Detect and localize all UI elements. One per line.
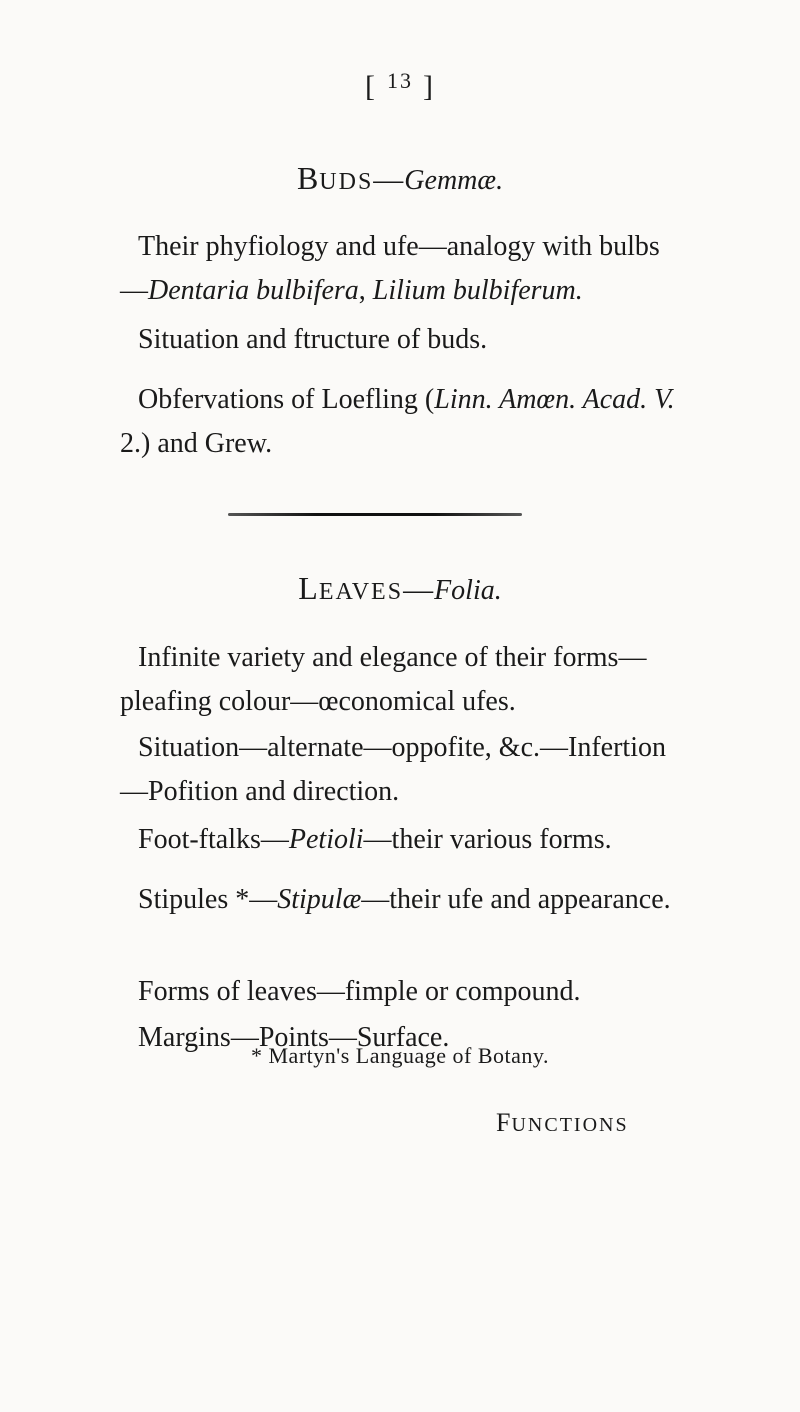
catchword-rest: UNCTIONS	[511, 1114, 629, 1136]
buds-heading-dash: —	[373, 163, 405, 196]
buds-heading-latin: Gemmæ.	[404, 165, 504, 196]
page-number-bracket-close: ]	[423, 70, 435, 103]
buds-paragraph-situation	[120, 318, 680, 362]
leaves-p4-latin: Stipulæ	[277, 884, 362, 915]
buds-p1-latin-lilium: Lilium bulbiferum.	[372, 275, 583, 306]
leaves-p4-text-b: —their ufe and appearance.	[361, 884, 671, 915]
footnote: * Martyn's Language of Botany.	[251, 1043, 549, 1068]
leaves-paragraph-forms	[120, 970, 680, 1014]
buds-p1-separator: ,	[358, 275, 373, 306]
page-number	[0, 68, 800, 104]
page-number-value: 13	[387, 68, 413, 93]
buds-p3-citation: Linn. Amœn. Acad. V.	[434, 384, 675, 415]
buds-heading-initial: B	[296, 160, 320, 196]
leaves-p6-text: Margins—Points—Surface.	[138, 1022, 450, 1053]
leaves-paragraph-footstalks	[120, 818, 680, 862]
leaves-heading	[0, 570, 800, 607]
leaves-p3-latin: Petioli	[288, 824, 364, 855]
buds-p1-text: Their phyfiology and ufe—analogy with bulbs —	[120, 231, 660, 306]
buds-p3-text-b: 2.) and Grew.	[120, 428, 273, 459]
catchword-initial: F	[496, 1108, 512, 1137]
leaves-heading-dash: —	[403, 573, 435, 606]
leaves-paragraph-variety	[120, 636, 680, 724]
leaves-heading-initial: L	[298, 570, 319, 606]
leaves-p4-text-a: Stipules *—	[138, 884, 278, 915]
catchword	[496, 1108, 629, 1138]
buds-heading	[0, 160, 800, 197]
section-divider-rule	[228, 513, 522, 516]
leaves-paragraph-stipules	[120, 878, 680, 922]
buds-heading-rest: UDS	[319, 169, 374, 195]
leaves-heading-latin: Folia.	[434, 575, 502, 606]
buds-p1-latin-dentaria: Dentaria bulbifera	[148, 275, 359, 306]
leaves-p2-text: Situation—alternate—oppofite, &c.—Infertion—Pofition and direction.	[120, 732, 666, 807]
leaves-paragraph-situation	[120, 726, 680, 814]
leaves-p3-text-a: Foot-ftalks—	[138, 824, 289, 855]
buds-p2-text: Situation and ftructure of buds.	[138, 324, 488, 355]
buds-paragraph-physiology	[120, 225, 680, 313]
leaves-p1-text: Infinite variety and elegance of their forms—pleafing colour—œconomical ufes.	[120, 642, 647, 717]
buds-paragraph-observations	[120, 378, 680, 466]
buds-p3-text-a: Obfervations of Loefling (	[138, 384, 435, 415]
leaves-p5-text: Forms of leaves—fimple or compound.	[138, 976, 581, 1007]
leaves-heading-rest: EAVES	[318, 579, 404, 605]
page-number-bracket-open: [	[365, 70, 377, 103]
leaves-p3-text-b: —their various forms.	[363, 824, 612, 855]
